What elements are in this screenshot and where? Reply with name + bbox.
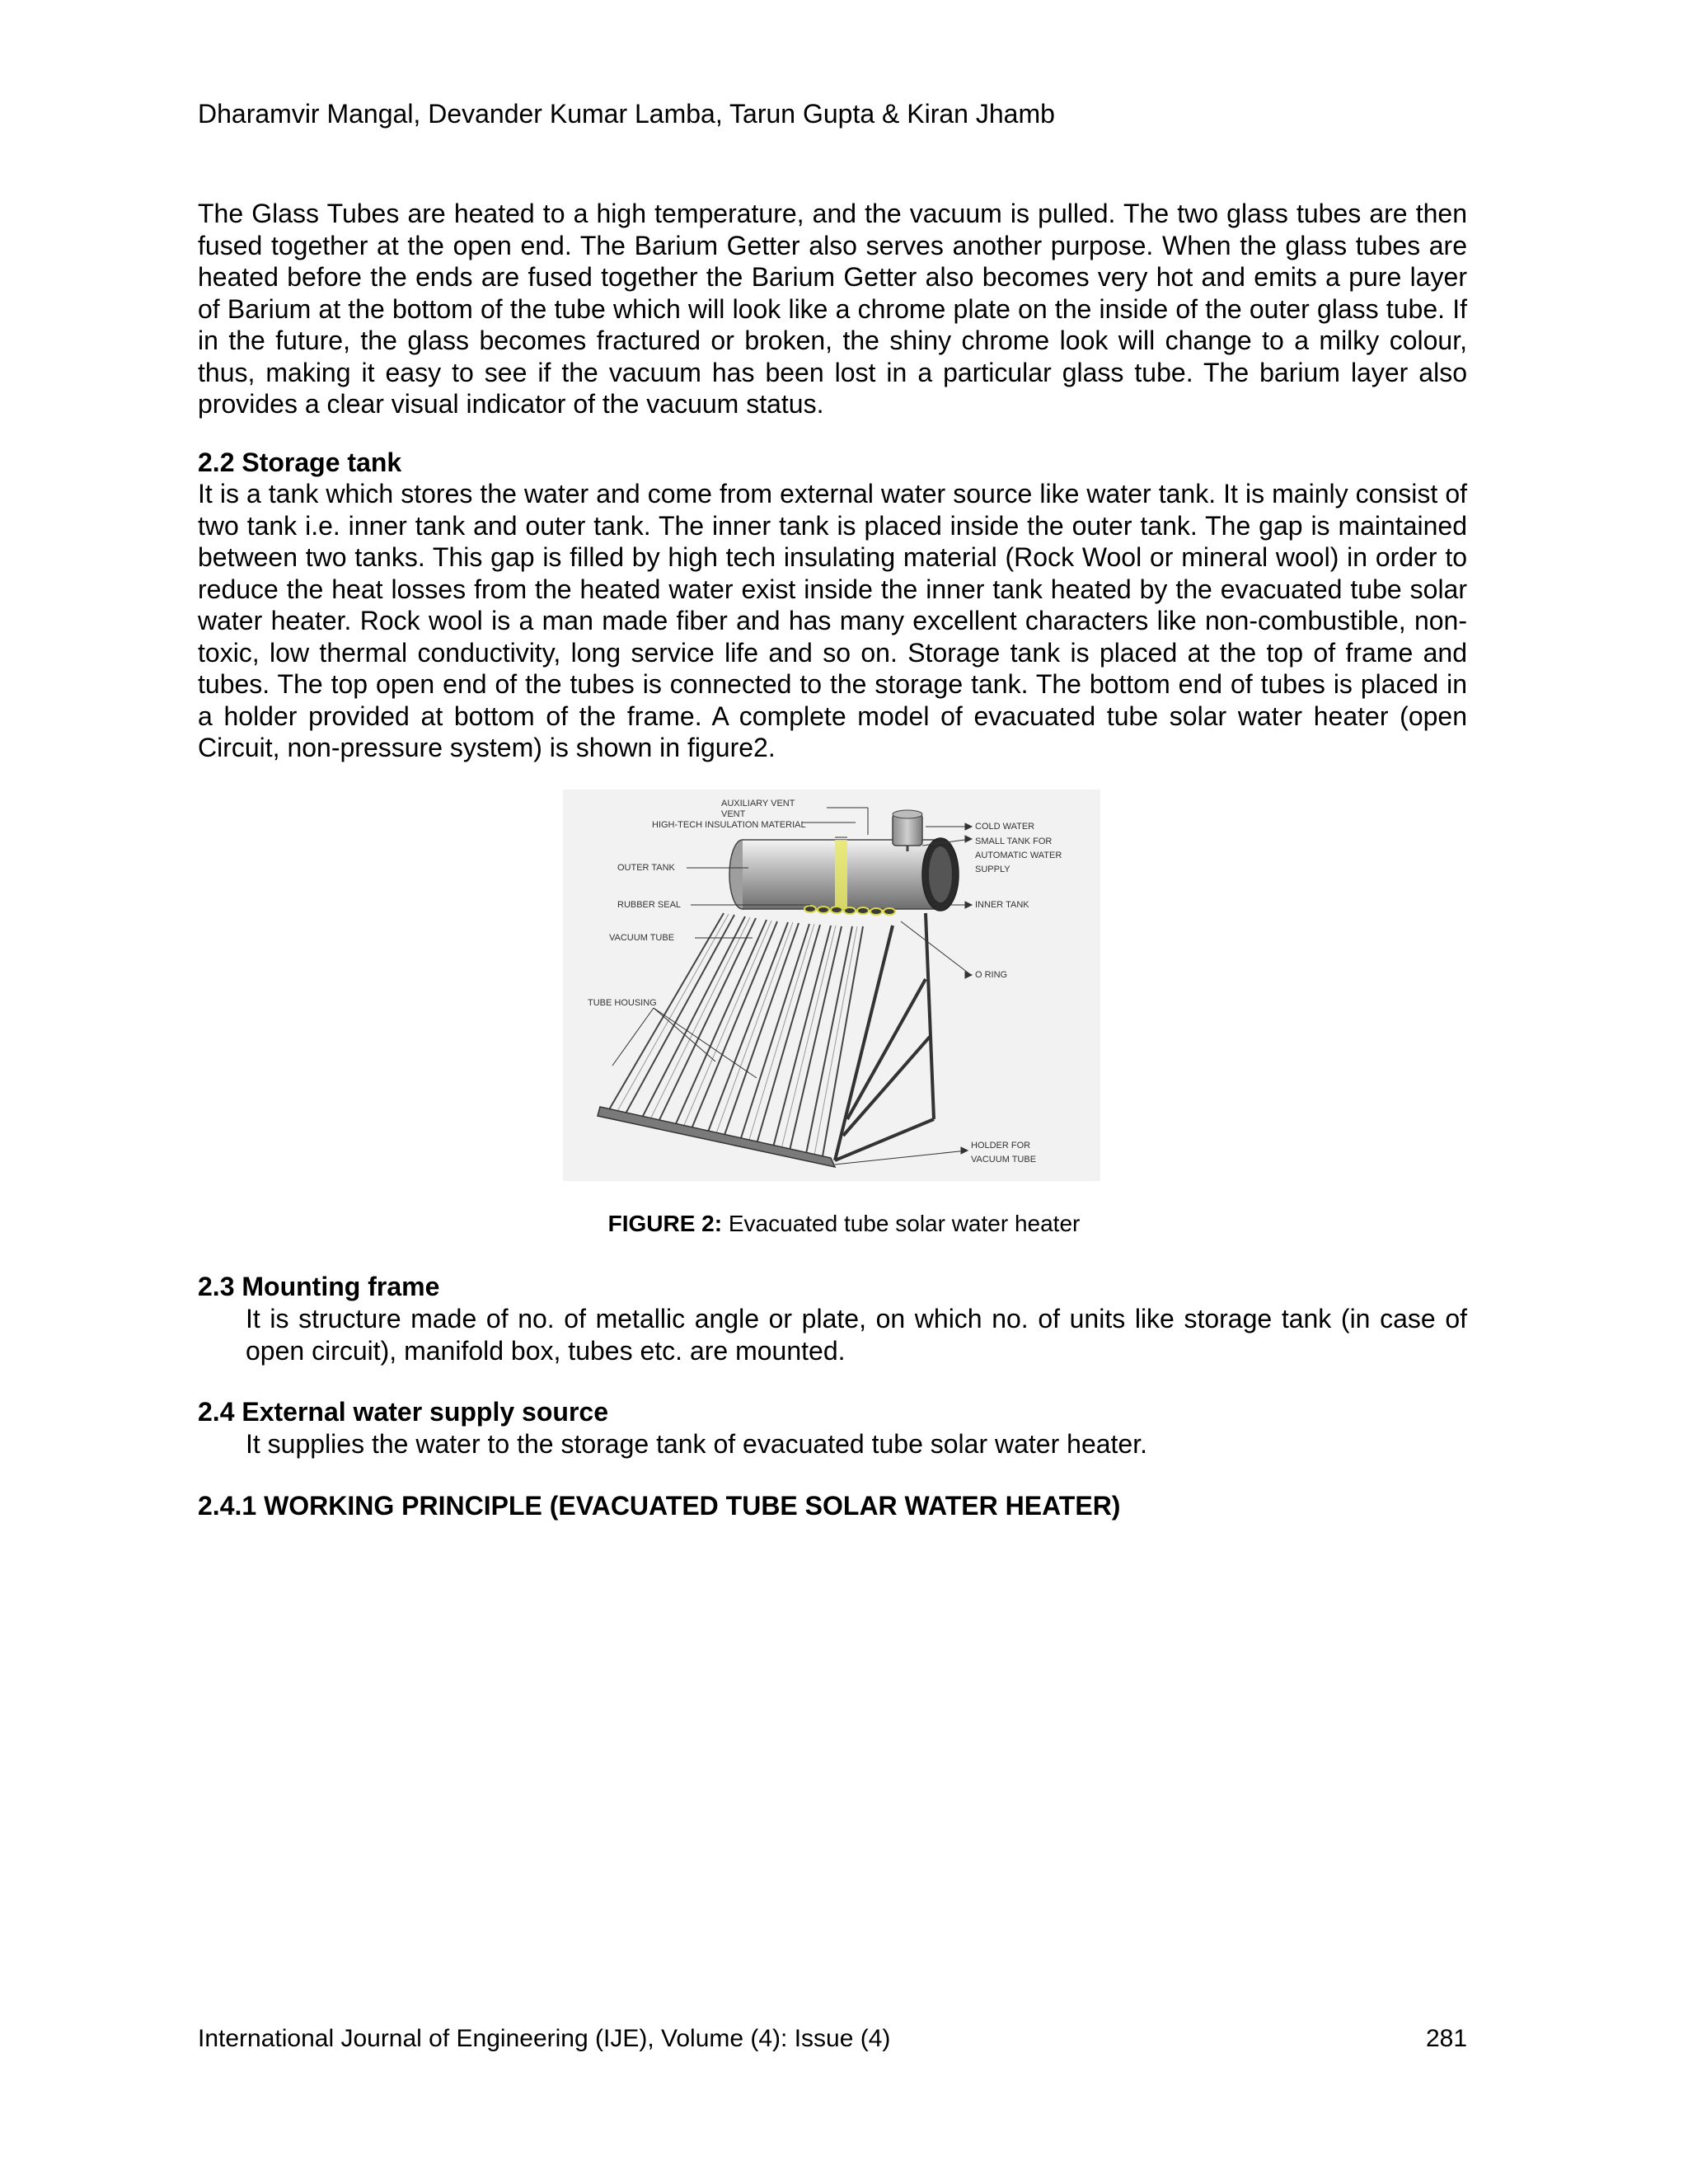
section-2-4-heading: 2.4 External water supply source	[198, 1397, 608, 1427]
label-auxiliary-vent: AUXILIARY VENT	[721, 799, 795, 808]
footer-journal: International Journal of Engineering (IJE), Volume (4): Issue (4)	[198, 2025, 891, 2052]
figure-caption-label: FIGURE 2:	[607, 1211, 723, 1236]
label-holder-2: VACUUM TUBE	[971, 1155, 1037, 1165]
label-o-ring: O RING	[975, 970, 1008, 980]
tube-holder	[598, 1107, 835, 1167]
label-small-tank-2: AUTOMATIC WATER	[975, 851, 1062, 860]
intro-paragraph: The Glass Tubes are heated to a high temperature, and the vacuum is pulled. The two glass tubes are then fused together at the open end. The Barium Getter also serves another purpose. When the glass tubes are heated before the ends are fused together the Barium Getter also becomes very hot and emits a pure layer of Barium at the bottom of the tube which will look like a chrome plate on the inside of the outer glass tube. If in the future, the glass becomes fractured or broken, the shiny chrome look will change to a milky colour, thus, making it easy to see if the vacuum has been lost in a particular glass tube. The barium layer also provides a clear visual indicator of the vacuum status.	[198, 199, 1467, 419]
section-2-3-body: It is structure made of no. of metallic angle or plate, on which no. of units like storage tank (in case of open circuit), manifold box, tubes etc. are mounted.	[246, 1304, 1467, 1366]
section-2-2-body: It is a tank which stores the water and come from external water source like water tank. It is mainly consist of two tank i.e. inner tank and outer tank. The inner tank is placed inside the outer tank. The gap is maintained between two tanks. This gap is filled by high tech insulating material (Rock Wool or mineral wool) in order to reduce the heat losses from the heated water exist inside the inner tank heated by the evacuated tube solar water heater. Rock wool is a man made fiber and has many excellent characters like non-combustible, non-toxic, low thermal conductivity, long service life and so on. Storage tank is placed at the top of frame and tubes. The top open end of the tubes is connected to the storage tank. The bottom end of tubes is placed in a holder provided at bottom of the frame. A complete model of evacuated tube solar water heater (open Circuit, non-pressure system) is shown in figure2.	[198, 479, 1467, 762]
label-cold-water: COLD WATER	[975, 822, 1035, 832]
label-rubber-seal: RUBBER SEAL	[617, 900, 682, 910]
section-2-4-body: It supplies the water to the storage tank of evacuated tube solar water heater.	[246, 1429, 1147, 1459]
figure-2-caption	[0, 1210, 1688, 1238]
section-2-2-heading: 2.2 Storage tank	[198, 448, 402, 477]
section-2-4-1-heading: 2.4.1 WORKING PRINCIPLE (EVACUATED TUBE SOLAR WATER HEATER)	[198, 1491, 1121, 1521]
label-vent: VENT	[721, 809, 746, 819]
label-insulation: HIGH-TECH INSULATION MATERIAL	[652, 820, 806, 830]
label-outer-tank: OUTER TANK	[617, 863, 675, 873]
label-small-tank-1: SMALL TANK FOR	[975, 837, 1053, 846]
figure-caption-text: Evacuated tube solar water heater	[722, 1211, 1081, 1236]
label-tube-housing: TUBE HOUSING	[588, 998, 657, 1008]
solar-water-heater-illustration	[563, 790, 1100, 1181]
label-inner-tank: INNER TANK	[975, 900, 1029, 910]
figure-2-image	[563, 790, 1100, 1181]
running-header-authors: Dharamvir Mangal, Devander Kumar Lamba, Tarun Gupta & Kiran Jhamb	[198, 99, 1055, 129]
label-vacuum-tube: VACUUM TUBE	[609, 933, 675, 943]
footer-page-number: 281	[1426, 2025, 1468, 2052]
label-small-tank-3: SUPPLY	[975, 865, 1010, 874]
section-2-3-heading: 2.3 Mounting frame	[198, 1272, 440, 1301]
mounting-frame	[835, 913, 934, 1160]
label-holder-1: HOLDER FOR	[971, 1141, 1031, 1151]
small-tank	[893, 814, 922, 846]
